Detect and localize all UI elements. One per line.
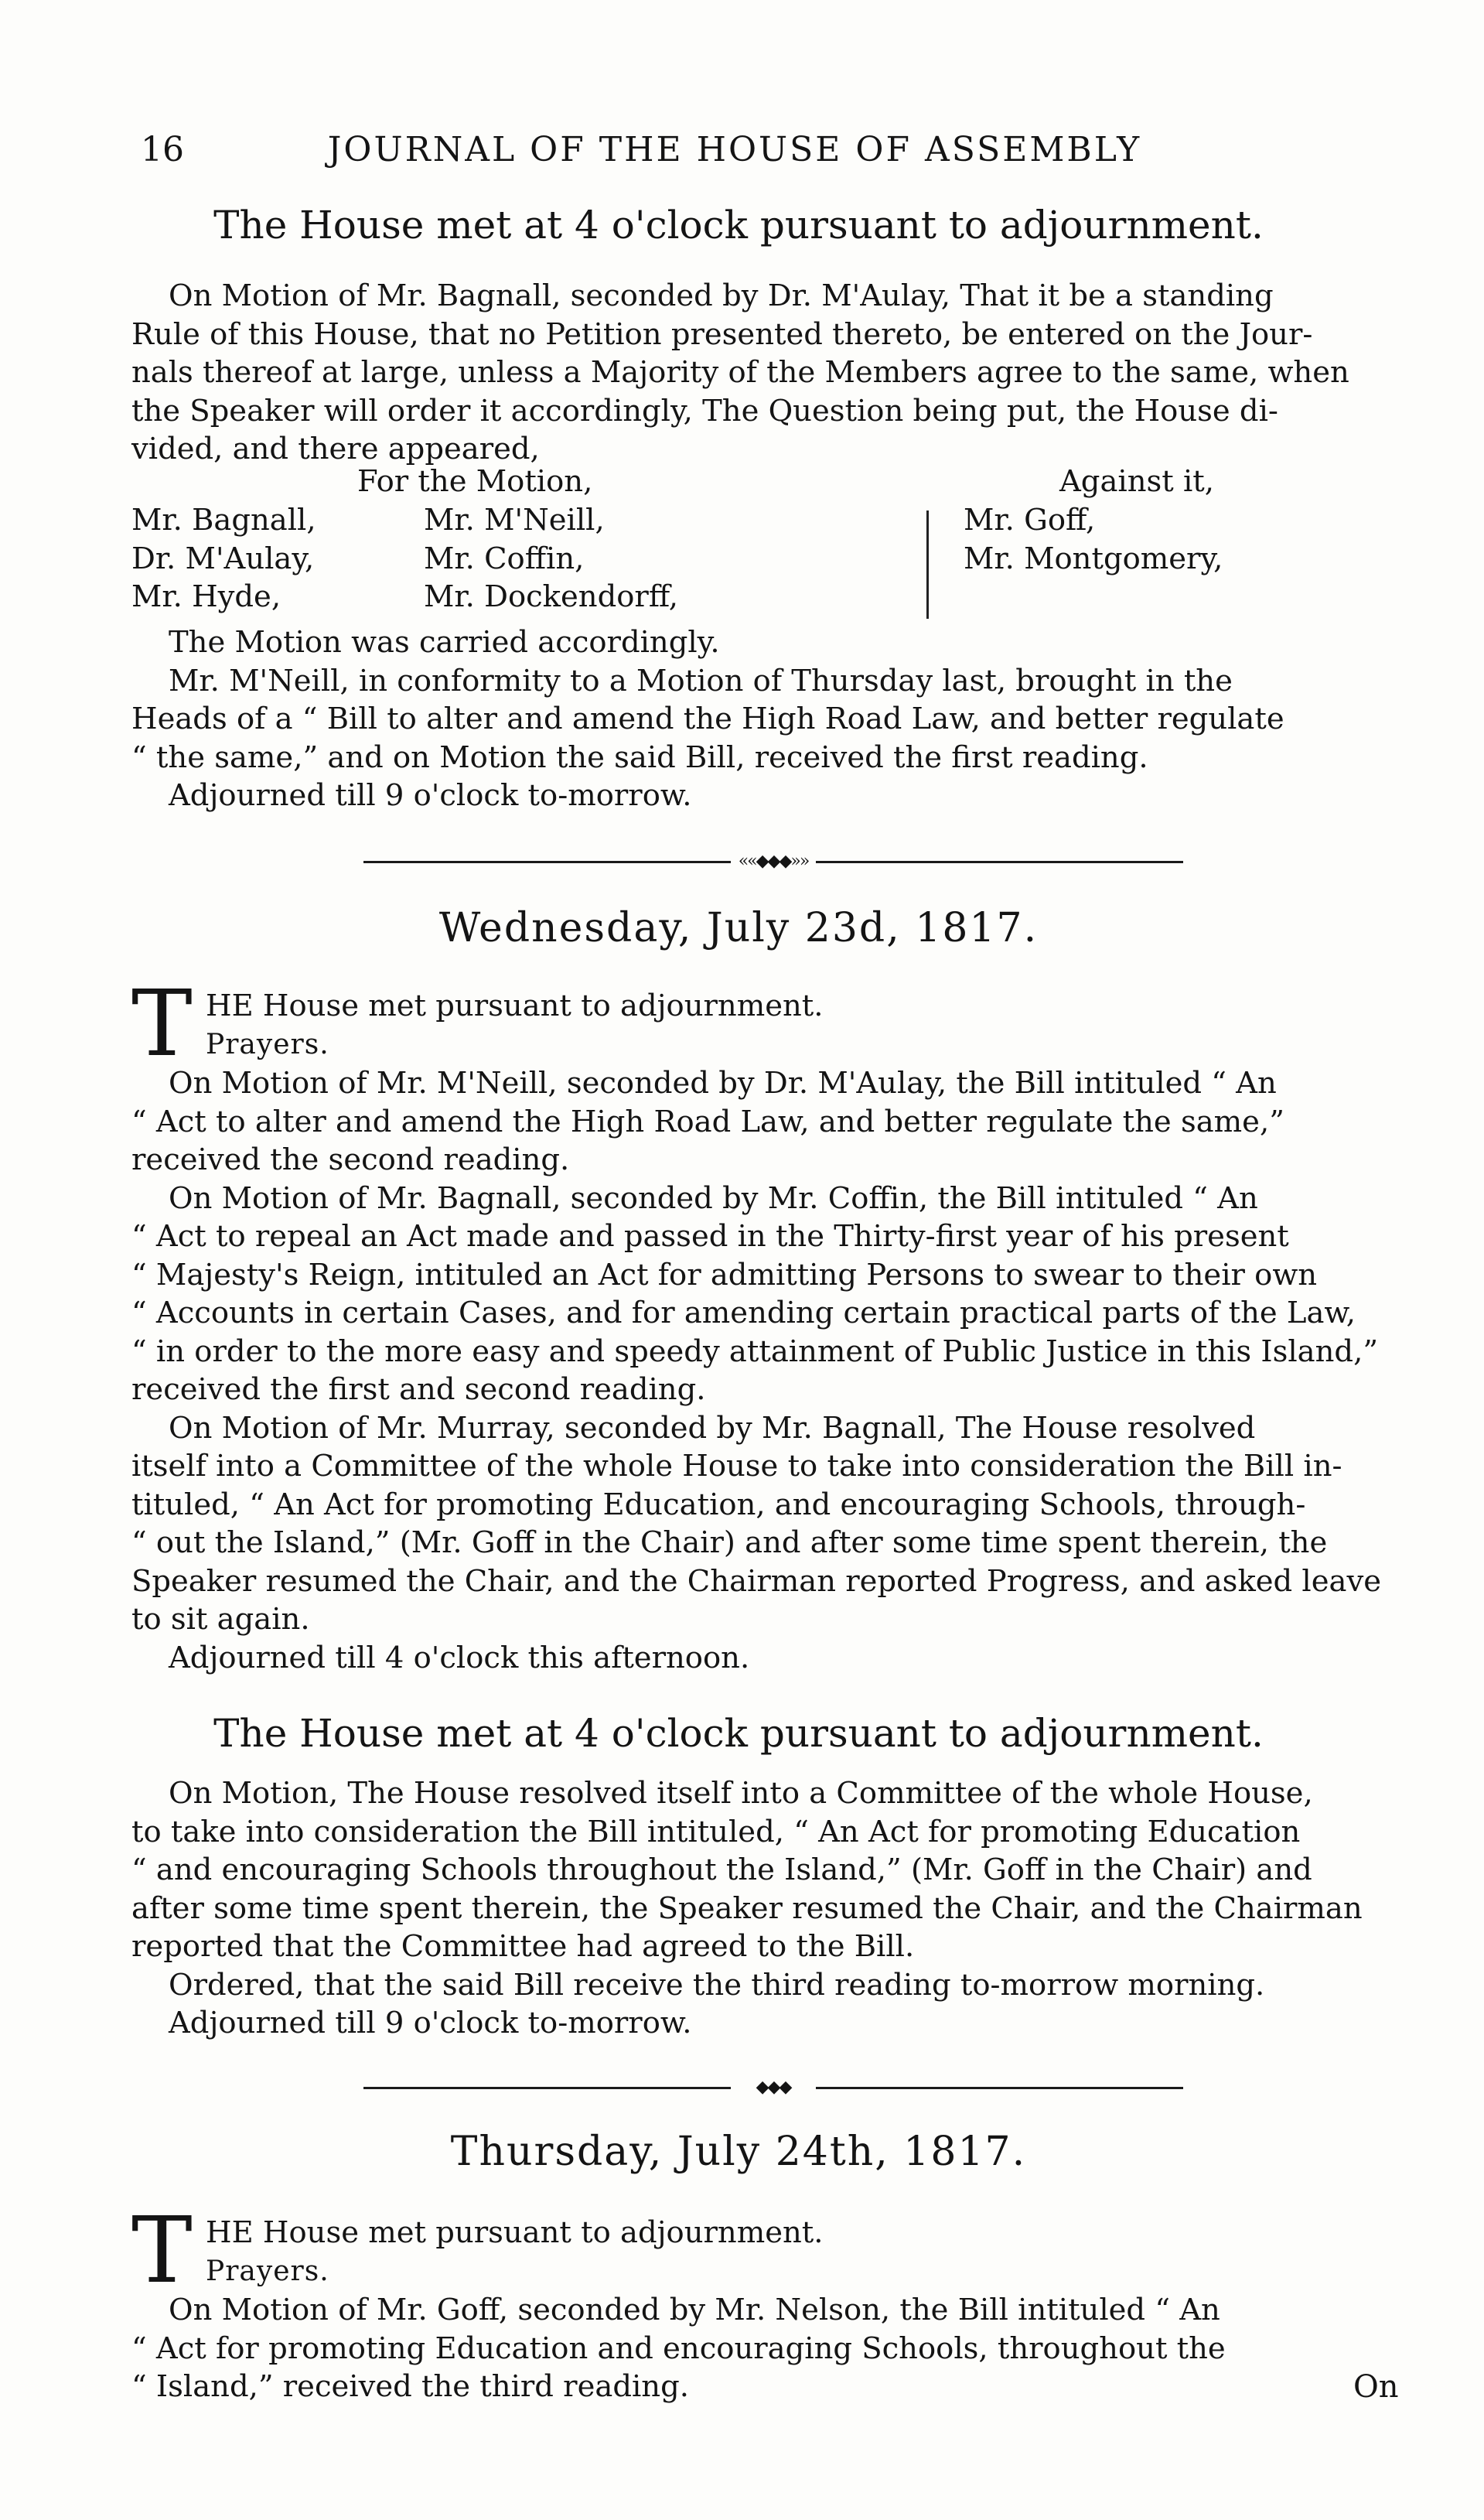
member-name: Mr. Bagnall, bbox=[131, 503, 316, 538]
wednesday-opening bbox=[131, 970, 1400, 1077]
text-line: “ out the Island,” (Mr. Goff in the Chair) and after some time spent therein, the bbox=[131, 1525, 1328, 1560]
afternoon-heading: The House met at 4 o'clock pursuant to adjournment. bbox=[213, 203, 1264, 248]
text-line: “ Majesty's Reign, intituled an Act for admitting Persons to swear to their own bbox=[131, 1257, 1318, 1292]
member-name: Dr. M'Aulay, bbox=[131, 541, 315, 576]
adjourned-line: Adjourned till 9 o'clock to-morrow. bbox=[169, 2006, 692, 2040]
text-line: received the second reading. bbox=[131, 1142, 570, 1177]
text-line: vided, and there appeared, bbox=[131, 432, 540, 466]
text-line: On Motion of Mr. Murray, seconded by Mr. Bagnall, The House resolved bbox=[169, 1410, 1256, 1446]
text-line: the Speaker will order it accordingly, The Question being put, the House di- bbox=[131, 393, 1278, 429]
text-line: On Motion of Mr. M'Neill, seconded by Dr. M'Aulay, the Bill intituled “ An bbox=[169, 1066, 1277, 1101]
text-line: On Motion of Mr. Goff, seconded by Mr. Nelson, the Bill intituled “ An bbox=[169, 2293, 1220, 2327]
thursday-opening bbox=[131, 2197, 1400, 2303]
text-line: Mr. M'Neill, in conformity to a Motion of Thursday last, brought in the bbox=[169, 663, 1233, 698]
member-name: Mr. Dockendorff, bbox=[424, 579, 679, 614]
text-line: On Motion of Mr. Bagnall, seconded by Mr. Coffin, the Bill intituled “ An bbox=[169, 1180, 1258, 1216]
afternoon-heading-2: The House met at 4 o'clock pursuant to adjournment. bbox=[213, 1711, 1264, 1756]
journal-title: JOURNAL OF THE HOUSE OF ASSEMBLY bbox=[327, 130, 1142, 169]
thursday-proceedings bbox=[131, 2291, 1400, 2406]
text-line: Speaker resumed the Chair, and the Chairman reported Progress, and asked leave bbox=[131, 1563, 1382, 1599]
for-motion-label: For the Motion, bbox=[357, 464, 593, 499]
page-number: 16 bbox=[141, 130, 184, 169]
education-committee-paragraph bbox=[131, 1774, 1400, 2043]
for-column-2 bbox=[424, 501, 678, 616]
text-line: to take into consideration the Bill intituled, “ An Act for promoting Education bbox=[131, 1814, 1301, 1849]
prayers-label: Prayers. bbox=[206, 2255, 329, 2287]
division-list bbox=[131, 463, 1400, 633]
member-name: Mr. Hyde, bbox=[131, 579, 281, 614]
adjourned-line: Adjourned till 9 o'clock to-morrow. bbox=[169, 778, 692, 813]
text-line: On Motion of Mr. Bagnall, seconded by Dr. M'Aulay, That it be a standing bbox=[169, 278, 1274, 313]
thursday-date: Thursday, July 24th, 1817. bbox=[450, 2129, 1027, 2175]
text-line: received the first and second reading. bbox=[131, 1372, 706, 1407]
adjourned-line: Adjourned till 4 o'clock this afternoon. bbox=[169, 1640, 750, 1675]
text-line: nals thereof at large, unless a Majority of the Members agree to the same, when bbox=[131, 355, 1349, 390]
prayers-label: Prayers. bbox=[206, 1028, 329, 1060]
member-name: Mr. Coffin, bbox=[424, 541, 585, 576]
text-line: “ and encouraging Schools throughout the Island,” (Mr. Goff in the Chair) and bbox=[131, 1852, 1312, 1887]
wednesday-date: Wednesday, July 23d, 1817. bbox=[438, 905, 1039, 951]
motion-standing-rule bbox=[131, 277, 1400, 469]
member-name: Mr. M'Neill, bbox=[424, 503, 605, 538]
text-line: Rule of this House, that no Petition presented thereto, be entered on the Jour- bbox=[131, 316, 1313, 352]
ornamental-rule-2 bbox=[363, 2077, 1183, 2100]
text-line: “ Act for promoting Education and encouraging Schools, throughout the bbox=[131, 2330, 1226, 2366]
ornamental-rule bbox=[363, 851, 1183, 874]
against-column bbox=[964, 501, 1223, 578]
text-line: to sit again. bbox=[131, 1602, 310, 1637]
member-name: Mr. Montgomery, bbox=[964, 541, 1223, 576]
ordered-line: Ordered, that the said Bill receive the third reading to-morrow morning. bbox=[169, 1967, 1265, 2003]
catchword: On bbox=[1353, 2369, 1399, 2405]
wednesday-proceedings bbox=[131, 1064, 1400, 1677]
text-line: “ in order to the more easy and speedy attainment of Public Justice in this Island,” bbox=[131, 1333, 1378, 1369]
text-line: “ Island,” received the third reading. bbox=[131, 2369, 689, 2404]
for-column-1 bbox=[131, 501, 316, 616]
text-line: itself into a Committee of the whole House to take into consideration the Bill in- bbox=[131, 1449, 1342, 1484]
drop-cap: T bbox=[131, 2197, 193, 2303]
ornament-icon: ««◆◆◆»» bbox=[731, 852, 816, 872]
against-label: Against it, bbox=[1059, 464, 1215, 499]
text-line: “ Accounts in certain Cases, and for amending certain practical parts of the Law, bbox=[131, 1296, 1356, 1330]
text-line: Heads of a “ Bill to alter and amend the High Road Law, and better regulate bbox=[131, 702, 1284, 736]
text-line: “ the same,” and on Motion the said Bill, received the first reading. bbox=[131, 739, 1148, 775]
text-line: HE House met pursuant to adjournment. bbox=[206, 2215, 824, 2250]
text-line: “ Act to alter and amend the High Road Law, and better regulate the same,” bbox=[131, 1104, 1284, 1139]
member-name: Mr. Goff, bbox=[964, 503, 1096, 538]
text-line: after some time spent therein, the Speaker resumed the Chair, and the Chairman bbox=[131, 1890, 1363, 1926]
division-separator bbox=[926, 510, 929, 619]
high-road-bill-paragraph bbox=[131, 623, 1400, 815]
text-line: reported that the Committee had agreed to the Bill. bbox=[131, 1929, 915, 1964]
ornament-icon: ◆◆◆ bbox=[731, 2078, 816, 2098]
text-line: HE House met pursuant to adjournment. bbox=[206, 989, 824, 1023]
text-line: The Motion was carried accordingly. bbox=[169, 625, 720, 660]
text-line: “ Act to repeal an Act made and passed in the Thirty-first year of his present bbox=[131, 1219, 1289, 1254]
running-header bbox=[131, 130, 1338, 176]
drop-cap: T bbox=[131, 970, 193, 1077]
text-line: On Motion, The House resolved itself into a Committee of the whole House, bbox=[169, 1776, 1313, 1811]
text-line: tituled, “ An Act for promoting Education, and encouraging Schools, through- bbox=[131, 1487, 1306, 1522]
